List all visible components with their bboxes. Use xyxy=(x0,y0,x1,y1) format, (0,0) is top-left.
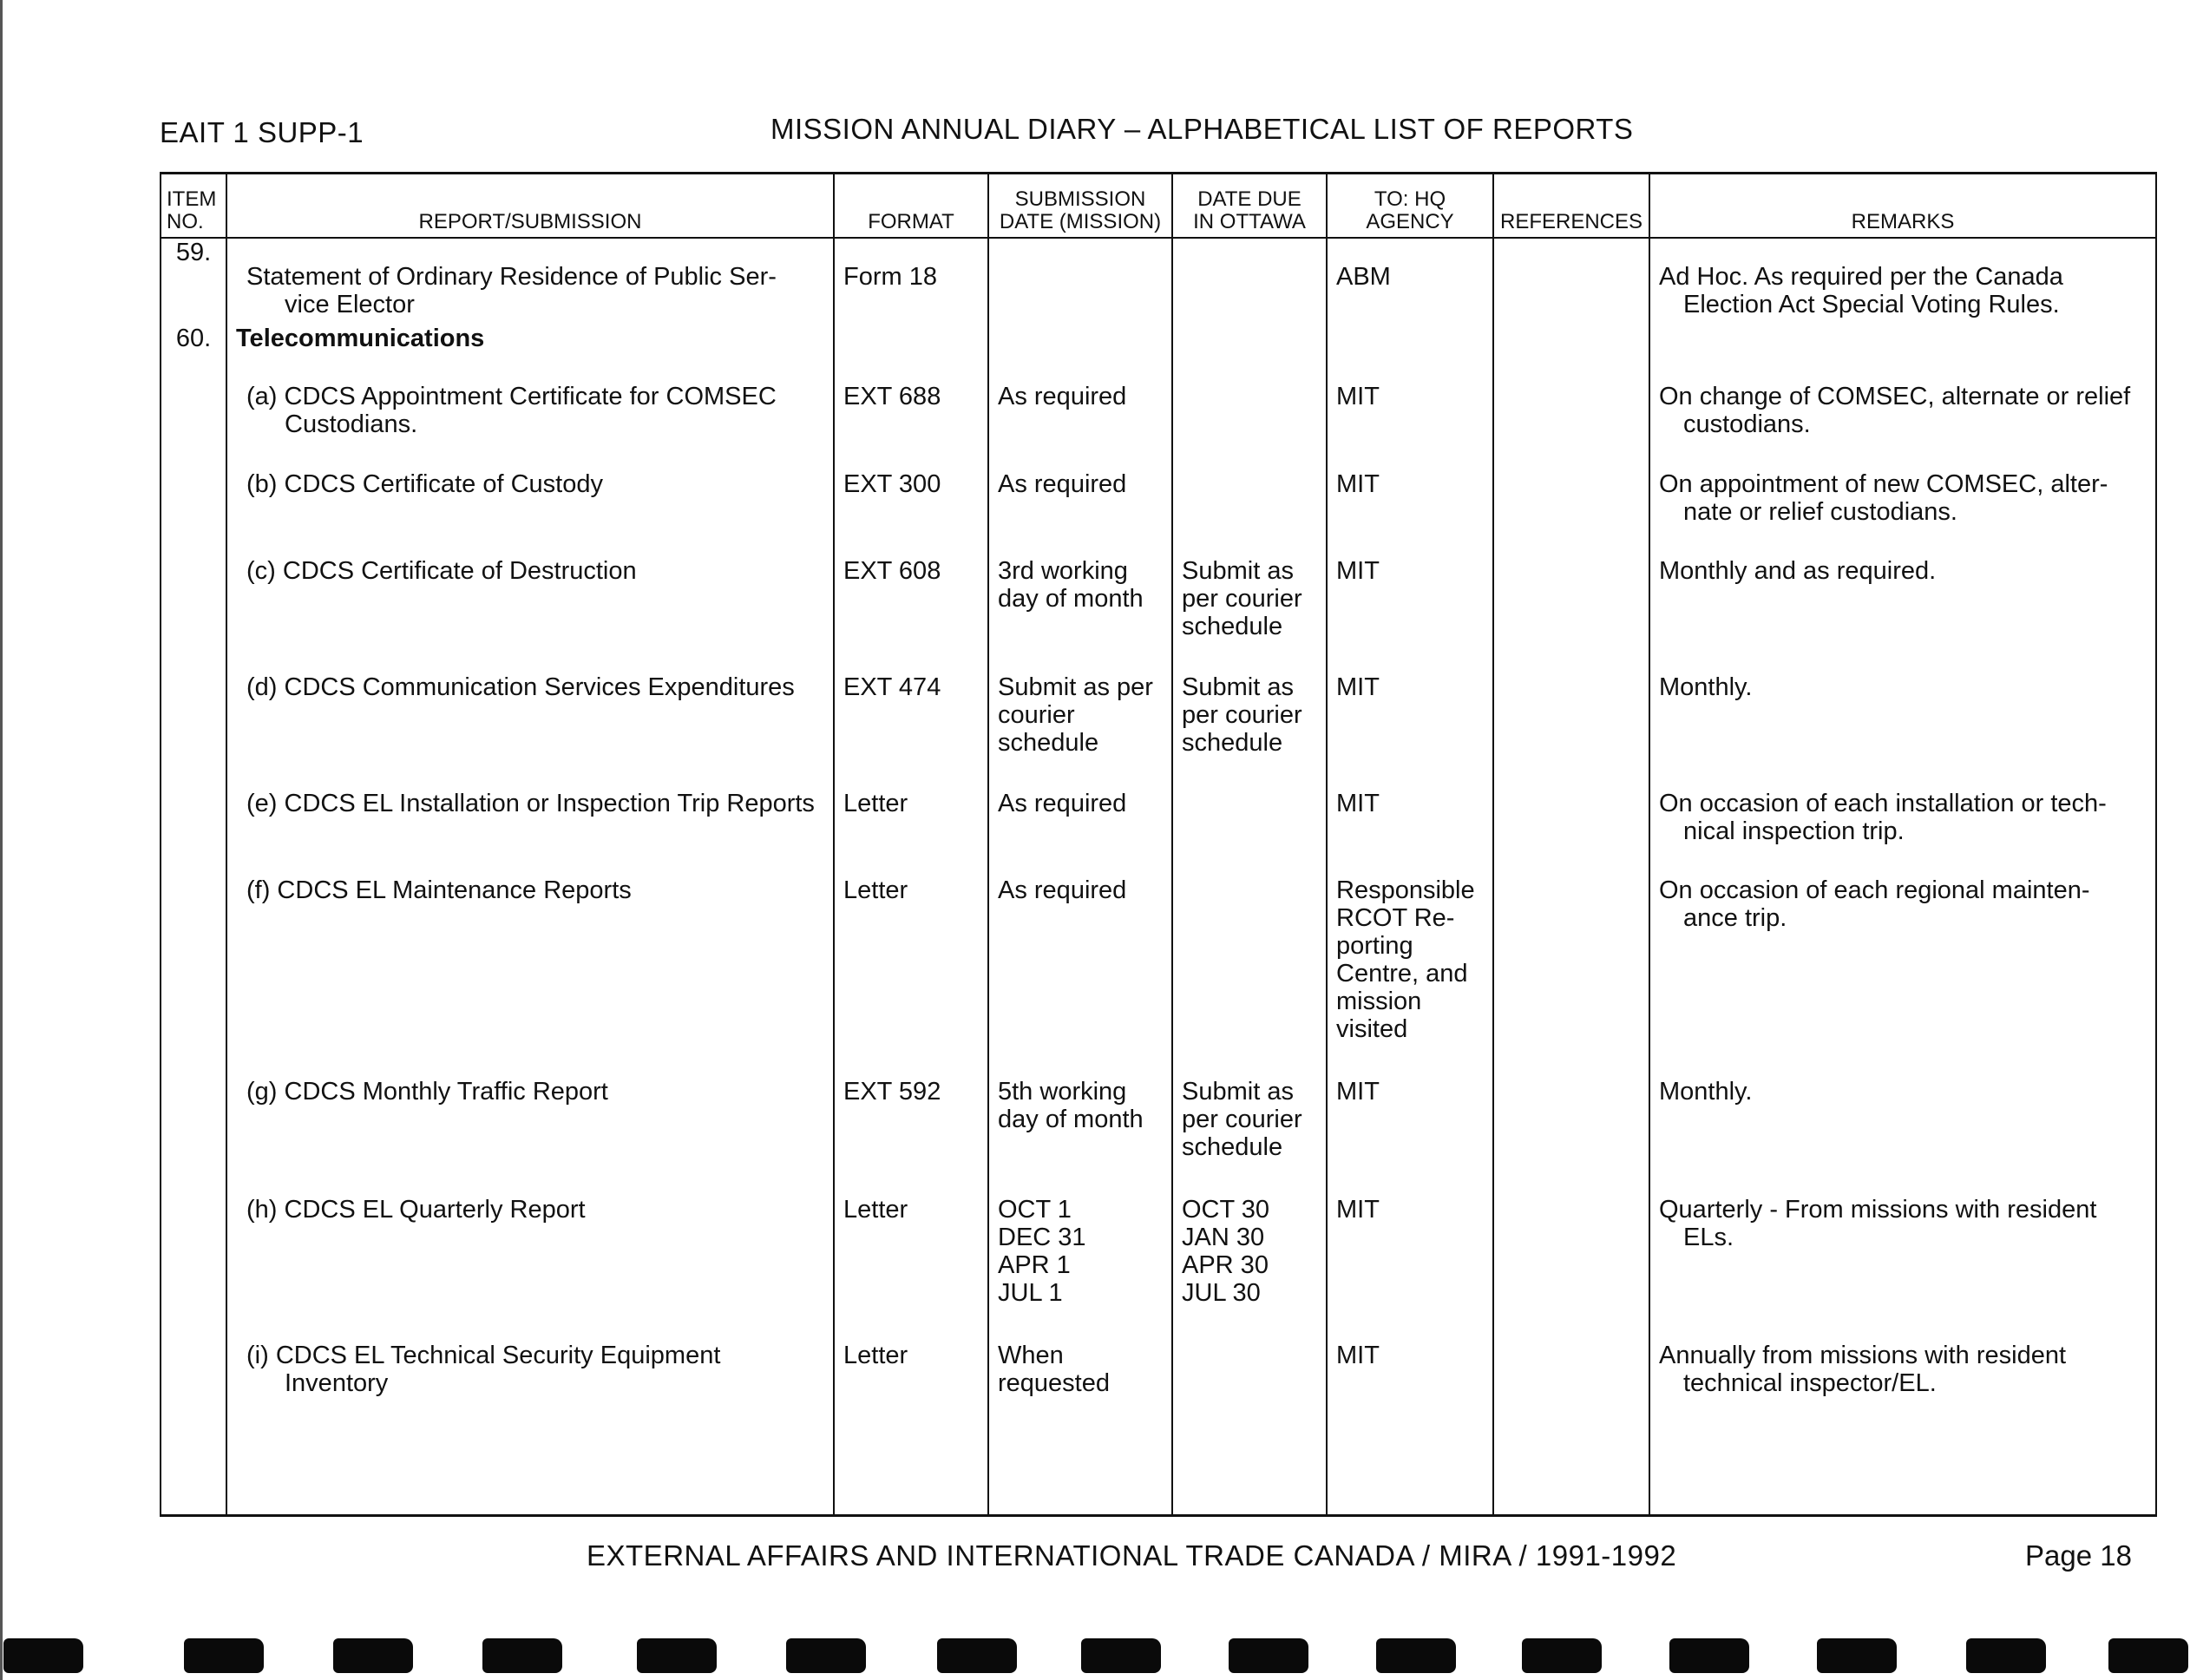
document-code: EAIT 1 SUPP-1 xyxy=(160,116,364,148)
punch-hole-mark xyxy=(937,1638,1017,1673)
remarks: Annually from missions with resident technical inspector/EL. xyxy=(1649,1342,2156,1428)
punch-hole-mark xyxy=(1229,1638,1308,1673)
references xyxy=(1493,1342,1649,1428)
report-name: Statement of Ordinary Residence of Public Ser- vice Elector xyxy=(226,238,834,325)
reports-table xyxy=(160,172,2157,1517)
remarks: On appointment of new COMSEC, alter- nate or relief custodians. xyxy=(1649,470,2156,557)
report-format: EXT 474 xyxy=(834,673,988,790)
report-format: Letter xyxy=(834,876,988,1078)
hq-agency: MIT xyxy=(1327,673,1493,790)
submission-date xyxy=(988,238,1172,325)
hq-agency: ABM xyxy=(1327,238,1493,325)
remarks: Quarterly - From missions with resident ELs. xyxy=(1649,1196,2156,1341)
col-header-format: FORMAT xyxy=(834,174,988,239)
references xyxy=(1493,876,1649,1078)
report-format: Letter xyxy=(834,1342,988,1428)
report-name: (i) CDCS EL Technical Security Equipment Inventory xyxy=(226,1342,834,1428)
submission-date: As required xyxy=(988,790,1172,876)
date-due xyxy=(1172,470,1327,557)
date-due xyxy=(1172,238,1327,325)
page-number: Page 18 xyxy=(2025,1539,2132,1572)
references xyxy=(1493,325,1649,383)
report-format: EXT 300 xyxy=(834,470,988,557)
references xyxy=(1493,790,1649,876)
report-format: EXT 688 xyxy=(834,383,988,469)
table-row xyxy=(161,790,2156,876)
submission-date: As required xyxy=(988,470,1172,557)
report-format: Letter xyxy=(834,790,988,876)
punch-hole-mark xyxy=(333,1638,413,1673)
col-header-report: REPORT/SUBMISSION xyxy=(226,174,834,239)
punch-hole-mark xyxy=(2108,1638,2188,1673)
table-row xyxy=(161,238,2156,325)
table-row xyxy=(161,557,2156,673)
references xyxy=(1493,1078,1649,1196)
table-header-row xyxy=(161,174,2156,239)
remarks: Ad Hoc. As required per the Canada Election Act Special Voting Rules. xyxy=(1649,238,2156,325)
page-title: MISSION ANNUAL DIARY – ALPHABETICAL LIST OF REPORTS xyxy=(770,113,1634,145)
footer-publisher: EXTERNAL AFFAIRS AND INTERNATIONAL TRADE CANADA / MIRA / 1991-1992 xyxy=(587,1539,1677,1572)
punch-hole-mark xyxy=(3,1638,83,1673)
report-format: EXT 592 xyxy=(834,1078,988,1196)
item-number xyxy=(161,1196,226,1341)
report-name: (a) CDCS Appointment Certificate for COMSEC Custodians. xyxy=(226,383,834,469)
date-due xyxy=(1172,876,1327,1078)
remarks: On change of COMSEC, alternate or relief custodians. xyxy=(1649,383,2156,469)
hq-agency: MIT xyxy=(1327,557,1493,673)
report-format: Letter xyxy=(834,1196,988,1341)
date-due xyxy=(1172,790,1327,876)
item-number xyxy=(161,1342,226,1428)
hq-agency: MIT xyxy=(1327,790,1493,876)
date-due: Submit as per courier schedule xyxy=(1172,673,1327,790)
submission-date: Submit as per courier schedule xyxy=(988,673,1172,790)
table-row xyxy=(161,1078,2156,1196)
report-name: (c) CDCS Certificate of Destruction xyxy=(226,557,834,673)
submission-date: When requested xyxy=(988,1342,1172,1428)
col-header-due: DATE DUE IN OTTAWA xyxy=(1172,174,1327,239)
item-number: 59. xyxy=(161,238,226,325)
item-number: 60. xyxy=(161,325,226,383)
table-row xyxy=(161,1196,2156,1341)
references xyxy=(1493,383,1649,469)
hq-agency: MIT xyxy=(1327,1078,1493,1196)
punch-hole-mark xyxy=(1966,1638,2046,1673)
report-name: (d) CDCS Communication Services Expenditures xyxy=(226,673,834,790)
table-row xyxy=(161,470,2156,557)
table-row xyxy=(161,1342,2156,1428)
references xyxy=(1493,470,1649,557)
submission-date: OCT 1 DEC 31 APR 1 JUL 1 xyxy=(988,1196,1172,1341)
remarks: On occasion of each regional mainten- ance trip. xyxy=(1649,876,2156,1078)
table-row-section xyxy=(161,325,2156,383)
submission-date: As required xyxy=(988,876,1172,1078)
remarks: Monthly. xyxy=(1649,673,2156,790)
punch-hole-mark xyxy=(1081,1638,1161,1673)
hq-agency: MIT xyxy=(1327,1196,1493,1341)
punch-hole-mark xyxy=(482,1638,562,1673)
item-number xyxy=(161,470,226,557)
page-edge-rule xyxy=(0,0,3,1680)
remarks: Monthly and as required. xyxy=(1649,557,2156,673)
report-format: EXT 608 xyxy=(834,557,988,673)
punch-hole-mark xyxy=(637,1638,717,1673)
col-header-submission: SUBMISSION DATE (MISSION) xyxy=(988,174,1172,239)
report-name: (h) CDCS EL Quarterly Report xyxy=(226,1196,834,1341)
punch-hole-mark xyxy=(1669,1638,1749,1673)
table-row-blank xyxy=(161,1428,2156,1515)
binder-punch-holes xyxy=(0,1638,2190,1680)
date-due: Submit as per courier schedule xyxy=(1172,557,1327,673)
col-header-references: REFERENCES xyxy=(1493,174,1649,239)
col-header-item: ITEM NO. xyxy=(161,174,226,239)
submission-date: 3rd working day of month xyxy=(988,557,1172,673)
hq-agency: MIT xyxy=(1327,470,1493,557)
punch-hole-mark xyxy=(1376,1638,1456,1673)
punch-hole-mark xyxy=(1522,1638,1602,1673)
date-due: Submit as per courier schedule xyxy=(1172,1078,1327,1196)
submission-date: 5th working day of month xyxy=(988,1078,1172,1196)
references xyxy=(1493,673,1649,790)
col-header-agency: TO: HQ AGENCY xyxy=(1327,174,1493,239)
report-format xyxy=(834,325,988,383)
remarks xyxy=(1649,325,2156,383)
references xyxy=(1493,1196,1649,1341)
item-number xyxy=(161,876,226,1078)
date-due: OCT 30 JAN 30 APR 30 JUL 30 xyxy=(1172,1196,1327,1341)
table-row xyxy=(161,876,2156,1078)
report-name: (f) CDCS EL Maintenance Reports xyxy=(226,876,834,1078)
hq-agency xyxy=(1327,325,1493,383)
item-number xyxy=(161,383,226,469)
punch-hole-mark xyxy=(1817,1638,1897,1673)
table-row xyxy=(161,673,2156,790)
date-due xyxy=(1172,383,1327,469)
date-due xyxy=(1172,325,1327,383)
report-name: (b) CDCS Certificate of Custody xyxy=(226,470,834,557)
date-due xyxy=(1172,1342,1327,1428)
remarks: On occasion of each installation or tech- nical inspection trip. xyxy=(1649,790,2156,876)
hq-agency: MIT xyxy=(1327,383,1493,469)
item-number xyxy=(161,790,226,876)
submission-date: As required xyxy=(988,383,1172,469)
hq-agency: MIT xyxy=(1327,1342,1493,1428)
item-number xyxy=(161,557,226,673)
item-number xyxy=(161,673,226,790)
col-header-remarks: REMARKS xyxy=(1649,174,2156,239)
remarks: Monthly. xyxy=(1649,1078,2156,1196)
table-row xyxy=(161,383,2156,469)
report-name: (g) CDCS Monthly Traffic Report xyxy=(226,1078,834,1196)
references xyxy=(1493,557,1649,673)
references xyxy=(1493,238,1649,325)
report-format: Form 18 xyxy=(834,238,988,325)
item-number xyxy=(161,1078,226,1196)
report-name: (e) CDCS EL Installation or Inspection Trip Reports xyxy=(226,790,834,876)
submission-date xyxy=(988,325,1172,383)
punch-hole-mark xyxy=(786,1638,866,1673)
hq-agency: Responsible RCOT Re- porting Centre, and mission visited xyxy=(1327,876,1493,1078)
section-title: Telecommunications xyxy=(226,325,834,383)
punch-hole-mark xyxy=(184,1638,264,1673)
